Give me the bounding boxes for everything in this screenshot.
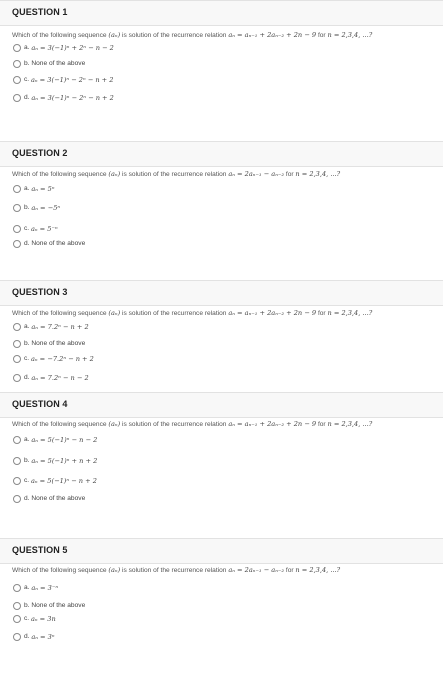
option-c[interactable]: [13, 223, 58, 234]
question-prompt: [12, 31, 372, 39]
option-c[interactable]: [13, 613, 56, 624]
radio-button[interactable]: [13, 436, 21, 444]
radio-button[interactable]: [13, 633, 21, 641]
option-c[interactable]: [13, 475, 97, 486]
question-title: QUESTION 3: [12, 287, 68, 297]
option-text: aₙ = 5ⁿ: [31, 184, 55, 193]
radio-button[interactable]: [13, 60, 21, 68]
option-text: aₙ = 3⁻ⁿ: [31, 583, 59, 592]
option-text: aₙ = 3(−1)ⁿ + 2ⁿ − n − 2: [31, 43, 114, 52]
radio-button[interactable]: [13, 76, 21, 84]
prompt-middle: is solution of the recurrence relation: [122, 421, 227, 428]
option-text: None of the above: [31, 340, 86, 347]
option-a[interactable]: [13, 434, 97, 445]
prompt-sequence: (aₙ): [108, 309, 121, 317]
option-letter: c.: [24, 477, 30, 484]
option-b[interactable]: [13, 455, 97, 466]
question-3-header: [0, 280, 443, 306]
prompt-middle: is solution of the recurrence relation: [122, 32, 227, 39]
question-prompt: [12, 309, 372, 317]
option-b[interactable]: [13, 600, 85, 611]
option-letter: d.: [24, 495, 30, 502]
option-text: aₙ = 3(−1)ⁿ − 2ⁿ − n + 2: [30, 75, 114, 84]
prompt-relation: aₙ = 2aₙ₋₁ − aₙ₋₂: [228, 170, 285, 178]
option-c[interactable]: [13, 353, 94, 364]
prompt-relation: aₙ = aₙ₋₁ + 2aₙ₋₂ + 2n − 9: [228, 420, 317, 428]
prompt-for: for: [317, 310, 326, 317]
radio-button[interactable]: [13, 355, 21, 363]
option-text: aₙ = 5(−1)ⁿ + n + 2: [31, 456, 98, 465]
question-title: QUESTION 4: [12, 399, 68, 409]
option-b[interactable]: [13, 58, 85, 69]
radio-button[interactable]: [13, 185, 21, 193]
prompt-range: n = 2,3,4, ...?: [327, 309, 373, 317]
option-text: aₙ = −7.2ⁿ − n + 2: [30, 354, 94, 363]
option-a[interactable]: [13, 582, 58, 593]
option-letter: c.: [24, 76, 30, 83]
prompt-text: Which of the following sequence: [12, 171, 107, 178]
question-title: QUESTION 5: [12, 545, 68, 555]
option-text: None of the above: [31, 240, 86, 247]
question-5-header: [0, 538, 443, 564]
radio-button[interactable]: [13, 240, 21, 248]
prompt-for: for: [317, 32, 326, 39]
option-text: aₙ = 5⁻ⁿ: [30, 224, 58, 233]
prompt-sequence: (aₙ): [108, 31, 121, 39]
prompt-for: for: [285, 171, 294, 178]
radio-button[interactable]: [13, 457, 21, 465]
option-letter: c.: [24, 355, 30, 362]
option-d[interactable]: [13, 238, 85, 249]
option-letter: c.: [24, 615, 30, 622]
question-prompt: [12, 170, 340, 178]
option-letter: b.: [24, 60, 30, 67]
radio-button[interactable]: [13, 225, 21, 233]
prompt-relation: aₙ = 2aₙ₋₁ − aₙ₋₂: [228, 566, 285, 574]
option-d[interactable]: [13, 631, 55, 642]
option-letter: a.: [24, 436, 30, 443]
question-prompt: [12, 566, 340, 574]
prompt-relation: aₙ = aₙ₋₁ + 2aₙ₋₂ + 2n − 9: [228, 31, 317, 39]
radio-button[interactable]: [13, 602, 21, 610]
radio-button[interactable]: [13, 204, 21, 212]
option-text: aₙ = 5(−1)ⁿ − n − 2: [31, 435, 98, 444]
option-letter: d.: [24, 94, 30, 101]
prompt-text: Which of the following sequence: [12, 421, 107, 428]
option-text: aₙ = 7.2ⁿ − n − 2: [31, 373, 89, 382]
radio-button[interactable]: [13, 477, 21, 485]
option-text: aₙ = 7.2ⁿ − n + 2: [31, 322, 89, 331]
prompt-range: n = 2,3,4, ...?: [327, 420, 373, 428]
option-letter: d.: [24, 374, 30, 381]
option-text: aₙ = −5ⁿ: [31, 203, 61, 212]
option-a[interactable]: [13, 183, 55, 194]
option-c[interactable]: [13, 74, 114, 85]
radio-button[interactable]: [13, 94, 21, 102]
question-title: QUESTION 1: [12, 7, 68, 17]
option-letter: b.: [24, 602, 30, 609]
option-letter: b.: [24, 457, 30, 464]
radio-button[interactable]: [13, 584, 21, 592]
radio-button[interactable]: [13, 340, 21, 348]
option-a[interactable]: [13, 321, 89, 332]
option-letter: b.: [24, 340, 30, 347]
option-b[interactable]: [13, 202, 60, 213]
option-letter: d.: [24, 633, 30, 640]
radio-button[interactable]: [13, 615, 21, 623]
prompt-sequence: (aₙ): [108, 420, 121, 428]
prompt-range: n = 2,3,4, ...?: [295, 566, 341, 574]
prompt-middle: is solution of the recurrence relation: [122, 171, 227, 178]
radio-button[interactable]: [13, 374, 21, 382]
option-letter: d.: [24, 240, 30, 247]
prompt-middle: is solution of the recurrence relation: [122, 567, 227, 574]
prompt-text: Which of the following sequence: [12, 567, 107, 574]
option-text: None of the above: [31, 60, 86, 67]
question-prompt: [12, 420, 372, 428]
question-4-header: [0, 392, 443, 418]
question-title: QUESTION 2: [12, 148, 68, 158]
question-2-header: [0, 141, 443, 167]
prompt-text: Which of the following sequence: [12, 310, 107, 317]
option-text: aₙ = 3ⁿ: [31, 632, 55, 641]
prompt-for: for: [285, 567, 294, 574]
option-letter: b.: [24, 204, 30, 211]
option-letter: a.: [24, 584, 30, 591]
option-letter: a.: [24, 44, 30, 51]
option-text: None of the above: [31, 602, 86, 609]
option-text: aₙ = 3n: [30, 614, 56, 623]
radio-button[interactable]: [13, 495, 21, 503]
prompt-range: n = 2,3,4, ...?: [295, 170, 341, 178]
radio-button[interactable]: [13, 44, 21, 52]
option-letter: a.: [24, 185, 30, 192]
option-d[interactable]: [13, 372, 89, 383]
prompt-range: n = 2,3,4, ...?: [327, 31, 373, 39]
prompt-text: Which of the following sequence: [12, 32, 107, 39]
option-d[interactable]: [13, 493, 85, 504]
option-letter: a.: [24, 323, 30, 330]
option-text: None of the above: [31, 495, 86, 502]
option-text: aₙ = 3(−1)ⁿ − 2ⁿ − n + 2: [31, 93, 114, 102]
option-text: aₙ = 5(−1)ⁿ − n + 2: [30, 476, 97, 485]
radio-button[interactable]: [13, 323, 21, 331]
option-b[interactable]: [13, 338, 85, 349]
prompt-relation: aₙ = aₙ₋₁ + 2aₙ₋₂ + 2n − 9: [228, 309, 317, 317]
prompt-middle: is solution of the recurrence relation: [122, 310, 227, 317]
prompt-sequence: (aₙ): [108, 170, 121, 178]
prompt-for: for: [317, 421, 326, 428]
option-d[interactable]: [13, 92, 114, 103]
question-1-header: [0, 0, 443, 26]
prompt-sequence: (aₙ): [108, 566, 121, 574]
option-a[interactable]: [13, 42, 114, 53]
option-letter: c.: [24, 225, 30, 232]
